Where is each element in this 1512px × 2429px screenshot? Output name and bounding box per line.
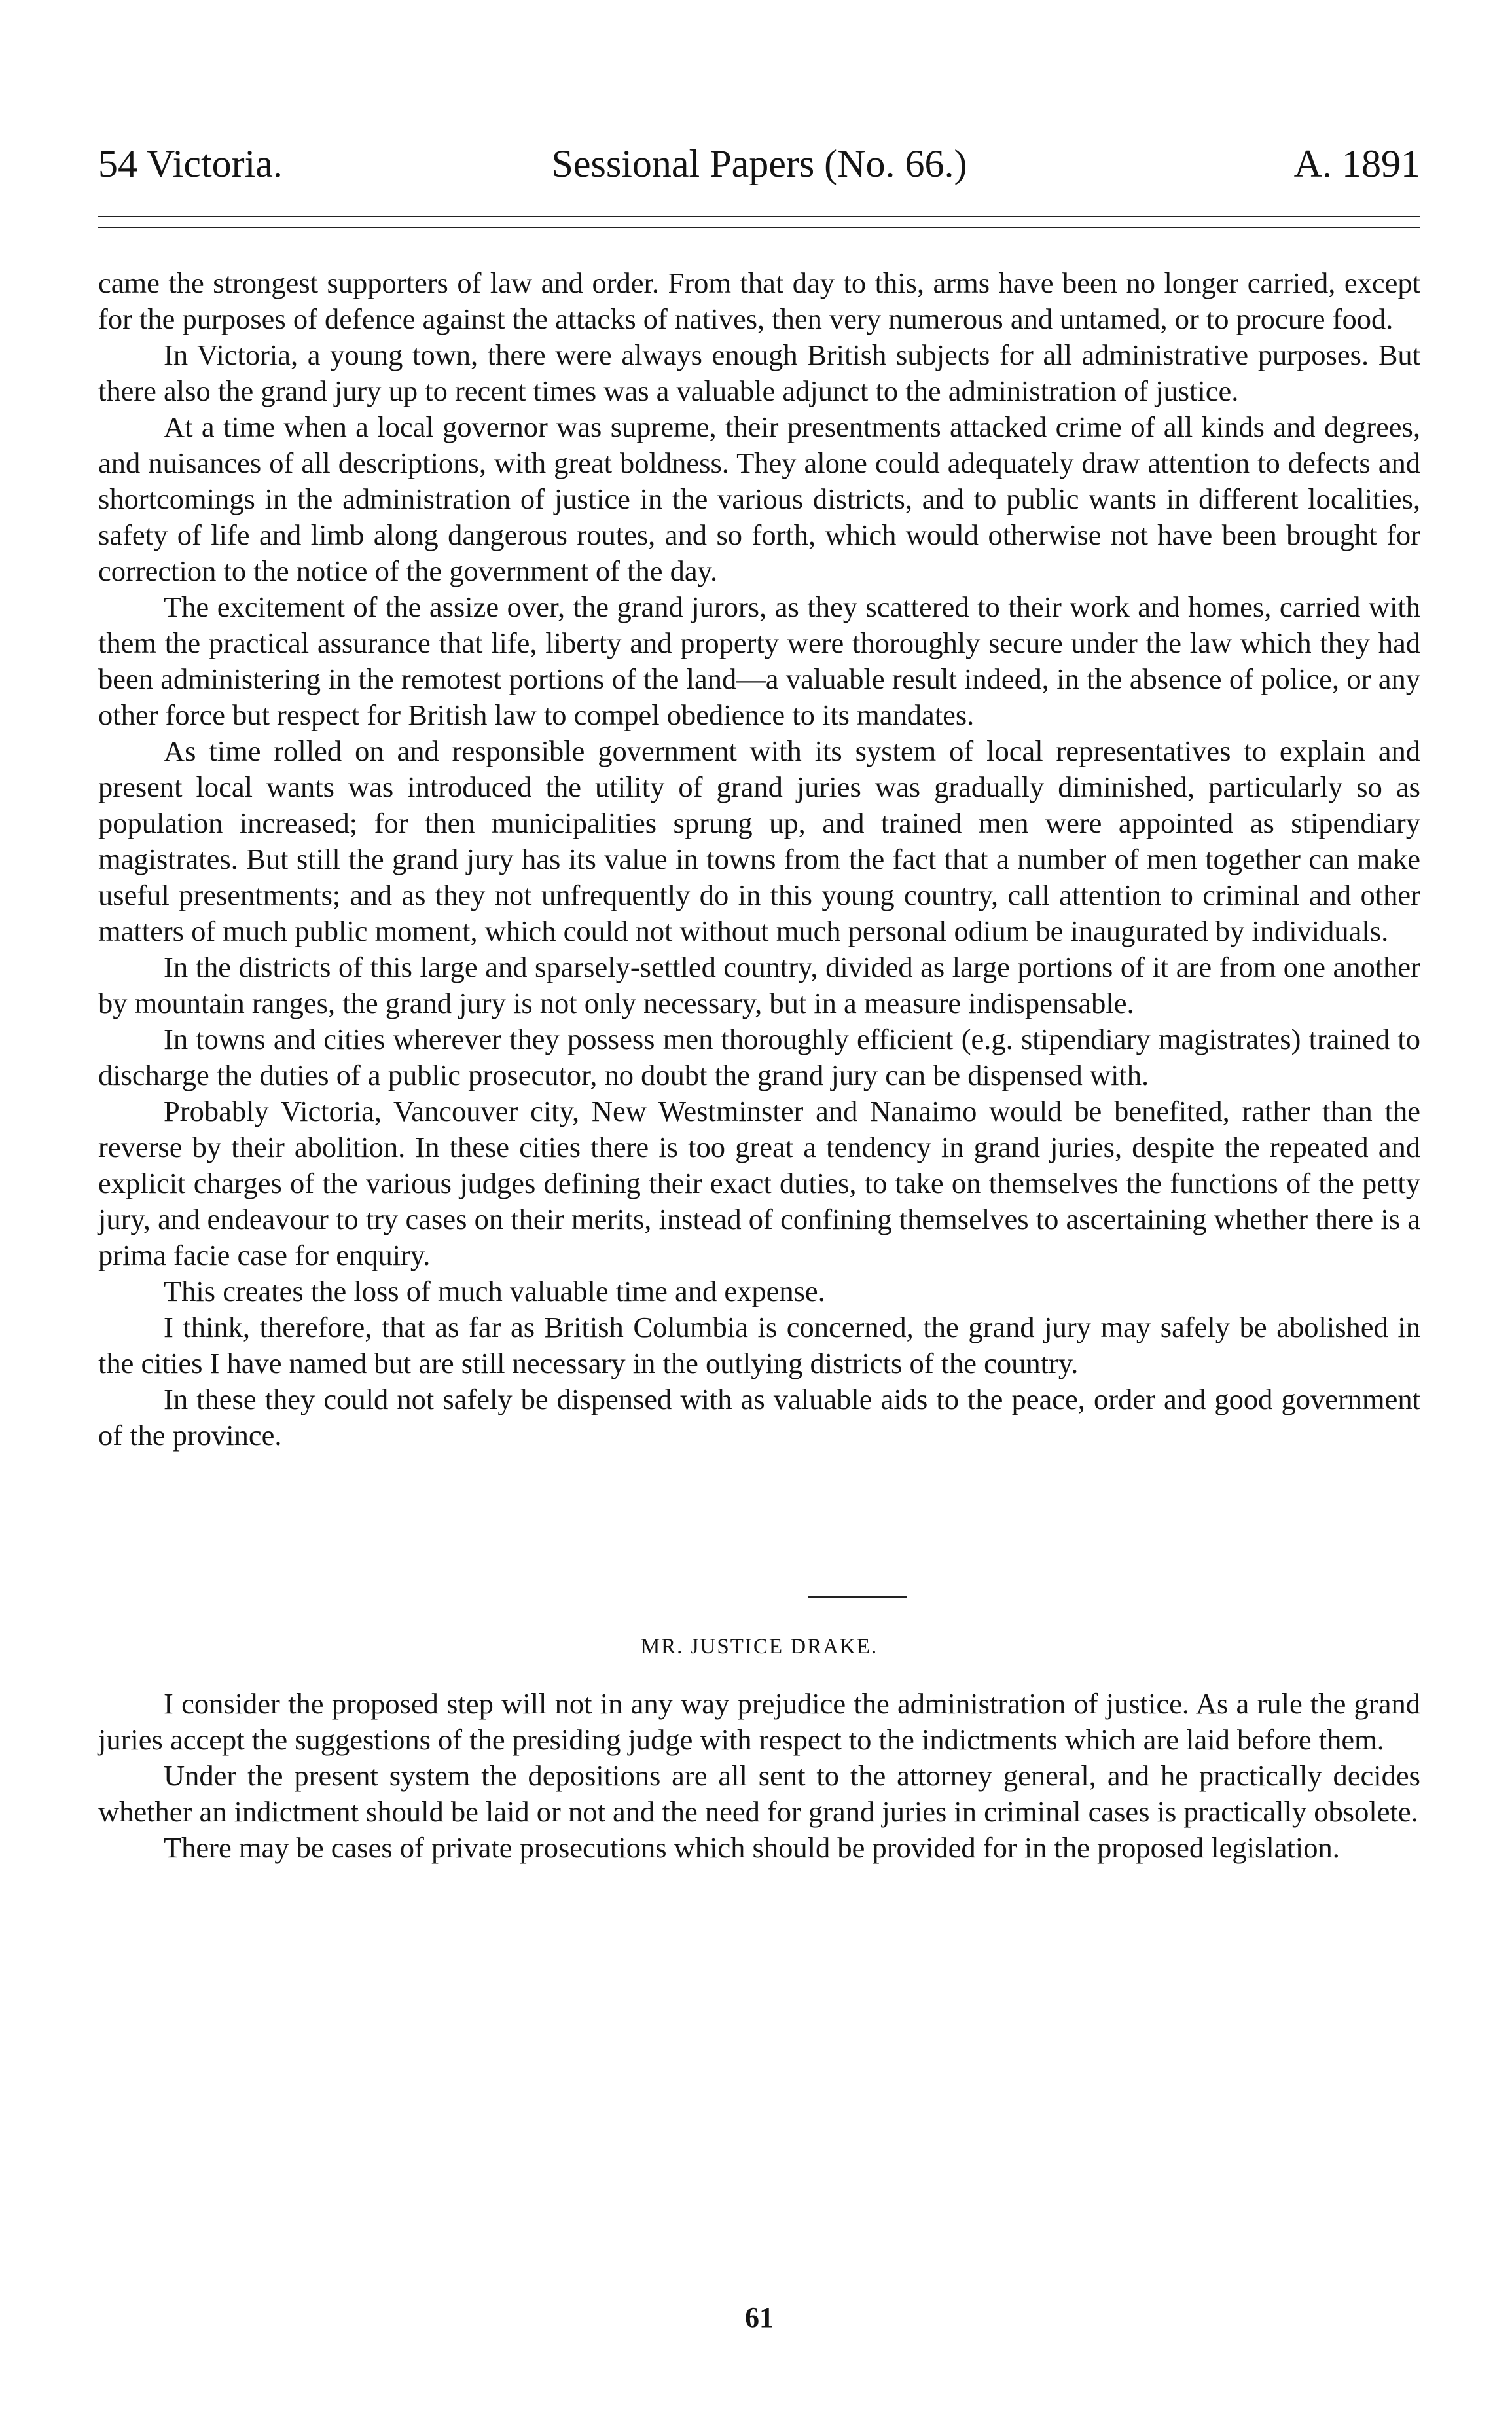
paragraph: At a time when a local governor was supreme, their presentments attacked crime of all kinds and degrees, and nuisances of all descriptions, with great boldness. They alone could adequately draw attention to defects and shortcomings in the administration of justice in the various districts, and to public wants in different localities, safety of life and limb along dangerous routes, and so forth, which would otherwise not have been brought for correction to the notice of the government of the day. <box>98 411 1420 587</box>
section-text <box>98 1686 1420 1866</box>
paragraph: I think, therefore, that as far as British Columbia is concerned, the grand jury may safely be abolished in the cities I have named but are still necessary in the outlying districts of the country. <box>98 1311 1420 1379</box>
paragraph: The excitement of the assize over, the grand jurors, as they scattered to their work and homes, carried with them the practical assurance that life, liberty and property were thoroughly secure under the law which they had been administering in the remotest portions of the land—a valuable result indeed, in the absence of police, or any other force but respect for British law to compel obedience to its mandates. <box>98 591 1420 731</box>
paragraph: In the districts of this large and sparsely-settled country, divided as large portions of it are from one another by mountain ranges, the grand jury is not only necessary, but in a measure indispensable. <box>98 951 1420 1019</box>
header-rule <box>98 216 1420 217</box>
header-volume: 54 Victoria. <box>98 142 283 185</box>
paragraph: I consider the proposed step will not in any way prejudice the administration of justice. As a rule the grand juries accept the suggestions of the presiding judge with respect to the indictments which are laid before them. <box>98 1687 1420 1756</box>
paragraph: In these they could not safely be dispensed with as valuable aids to the peace, order and good government of the province. <box>98 1383 1420 1452</box>
main-text <box>98 265 1420 1453</box>
paragraph: In Victoria, a young town, there were always enough British subjects for all administrative purposes. But there also the grand jury up to recent times was a valuable adjunct to the administration of justice. <box>98 338 1420 407</box>
paragraph: In towns and cities wherever they possess men thoroughly efficient (e.g. stipendiary magistrates) trained to discharge the duties of a public prosecutor, no doubt the grand jury can be dispensed with. <box>98 1023 1420 1091</box>
header-year: A. 1891 <box>1293 142 1420 185</box>
paragraph: Under the present system the depositions are all sent to the attorney general, and he practically decides whether an indictment should be laid or not and the need for grand juries in criminal cases is practically obsolete. <box>98 1759 1420 1828</box>
header-rule-double <box>98 227 1420 228</box>
section-divider <box>808 1596 907 1598</box>
running-header <box>98 134 1420 193</box>
paragraph: There may be cases of private prosecutions which should be provided for in the proposed legislation. <box>164 1831 1340 1864</box>
paragraph: Probably Victoria, Vancouver city, New Westminster and Nanaimo would be benefited, rather than the reverse by their abolition. In these cities there is too great a tendency in grand juries, despite the repeated and explicit charges of the various judges defining their exact duties, to take on themselves the functions of the petty jury, and endeavour to try cases on their merits, instead of confining themselves to ascertaining whether there is a prima facie case for enquiry. <box>98 1095 1420 1271</box>
paragraph: came the strongest supporters of law and order. From that day to this, arms have been no longer carried, except for the purposes of defence against the attacks of natives, then very numerous and untamed, or to procure food. <box>98 266 1420 335</box>
paragraph: This creates the loss of much valuable time and expense. <box>164 1275 825 1307</box>
page-number: 61 <box>745 2301 774 2333</box>
paragraph: As time rolled on and responsible government with its system of local representatives to explain and present local wants was introduced the utility of grand juries was gradually diminished, particularly so as population increased; for then municipalities sprung up, and trained men were appointed as stipendiary magistrates. But still the grand jury has its value in towns from the fact that a number of men together can make useful presentments; and as they not unfrequently do in this young country, call attention to criminal and other matters of much public moment, which could not without much personal odium be inaugurated by individuals. <box>98 735 1420 947</box>
header-title: Sessional Papers (No. 66.) <box>551 142 967 185</box>
section-heading: MR. JUSTICE DRAKE. <box>640 1635 878 1658</box>
